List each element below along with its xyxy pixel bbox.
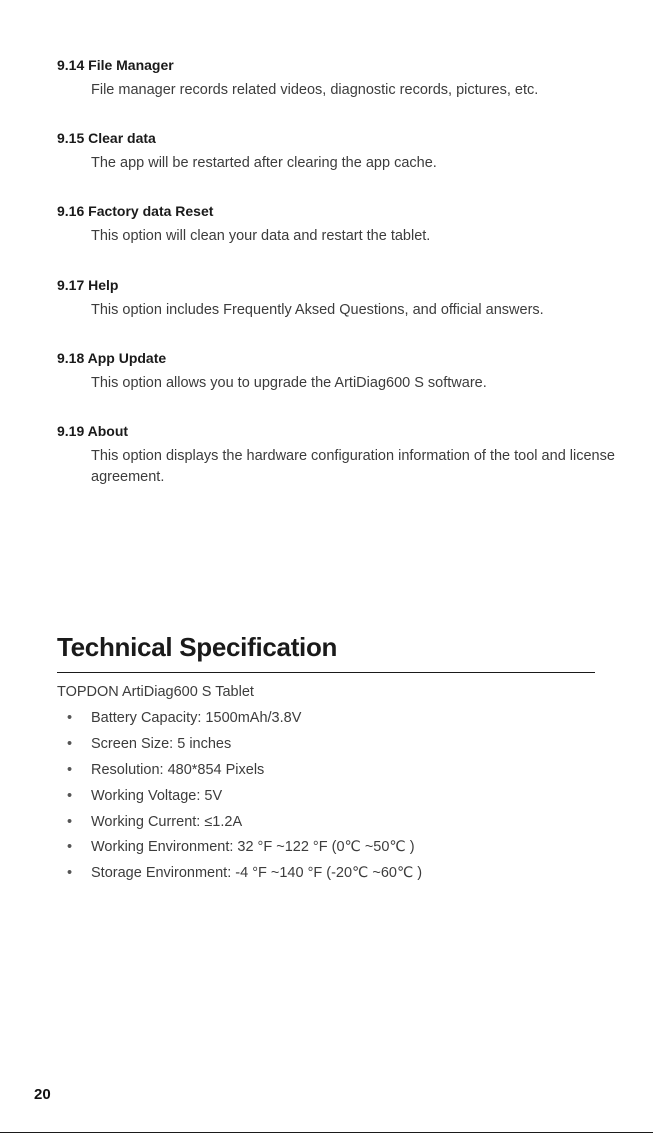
spec-subtitle: TOPDON ArtiDiag600 S Tablet — [57, 684, 254, 700]
section-body: This option will clean your data and restart the tablet. — [91, 228, 431, 244]
section-clear-data — [57, 129, 617, 174]
section-body: This option displays the hardware configuration information of the tool and license agreement. — [91, 448, 615, 485]
section-title: 9.19 About — [57, 423, 129, 439]
bullet-icon: • — [67, 735, 73, 752]
section-title: 9.15 Clear data — [57, 130, 156, 146]
footer-divider — [0, 1132, 653, 1133]
bullet-icon: • — [67, 839, 73, 856]
section-body: The app will be restarted after clearing the app cache. — [91, 155, 437, 171]
section-body: File manager records related videos, diagnostic records, pictures, etc. — [91, 82, 539, 98]
bullet-icon: • — [67, 787, 73, 804]
section-title: 9.18 App Update — [57, 350, 167, 366]
section-body: This option includes Frequently Aksed Questions, and official answers. — [91, 302, 544, 318]
section-title: 9.16 Factory data Reset — [57, 203, 214, 219]
bullet-icon: • — [67, 865, 73, 882]
section-title: 9.17 Help — [57, 277, 119, 293]
section-help — [57, 276, 617, 321]
page-number: 20 — [34, 1086, 51, 1103]
spec-item-text: Storage Environment: -4 °F ~140 °F (-20℃ ~60℃ ) — [91, 865, 423, 882]
heading-divider — [57, 672, 595, 673]
section-file-manager — [57, 56, 617, 101]
spec-heading: Technical Specification — [57, 632, 338, 662]
spec-item-text: Working Voltage: 5V — [91, 787, 223, 804]
bullet-icon: • — [67, 710, 73, 726]
spec-item-text: Working Environment: 32 °F ~122 °F (0℃ ~50℃ ) — [91, 839, 415, 856]
spec-item-text: Battery Capacity: 1500mAh/3.8V — [91, 710, 302, 726]
section-app-update — [57, 349, 617, 394]
bullet-icon: • — [67, 761, 73, 778]
section-about — [57, 422, 617, 488]
spec-item-text: Working Current: ≤1.2A — [91, 813, 243, 830]
section-body: This option allows you to upgrade the ArtiDiag600 S software. — [91, 375, 487, 391]
bullet-icon: • — [67, 813, 73, 830]
section-factory-reset — [57, 202, 617, 247]
spec-item-text: Resolution: 480*854 Pixels — [91, 761, 265, 778]
spec-item-text: Screen Size: 5 inches — [91, 735, 232, 752]
section-title: 9.14 File Manager — [57, 57, 174, 73]
